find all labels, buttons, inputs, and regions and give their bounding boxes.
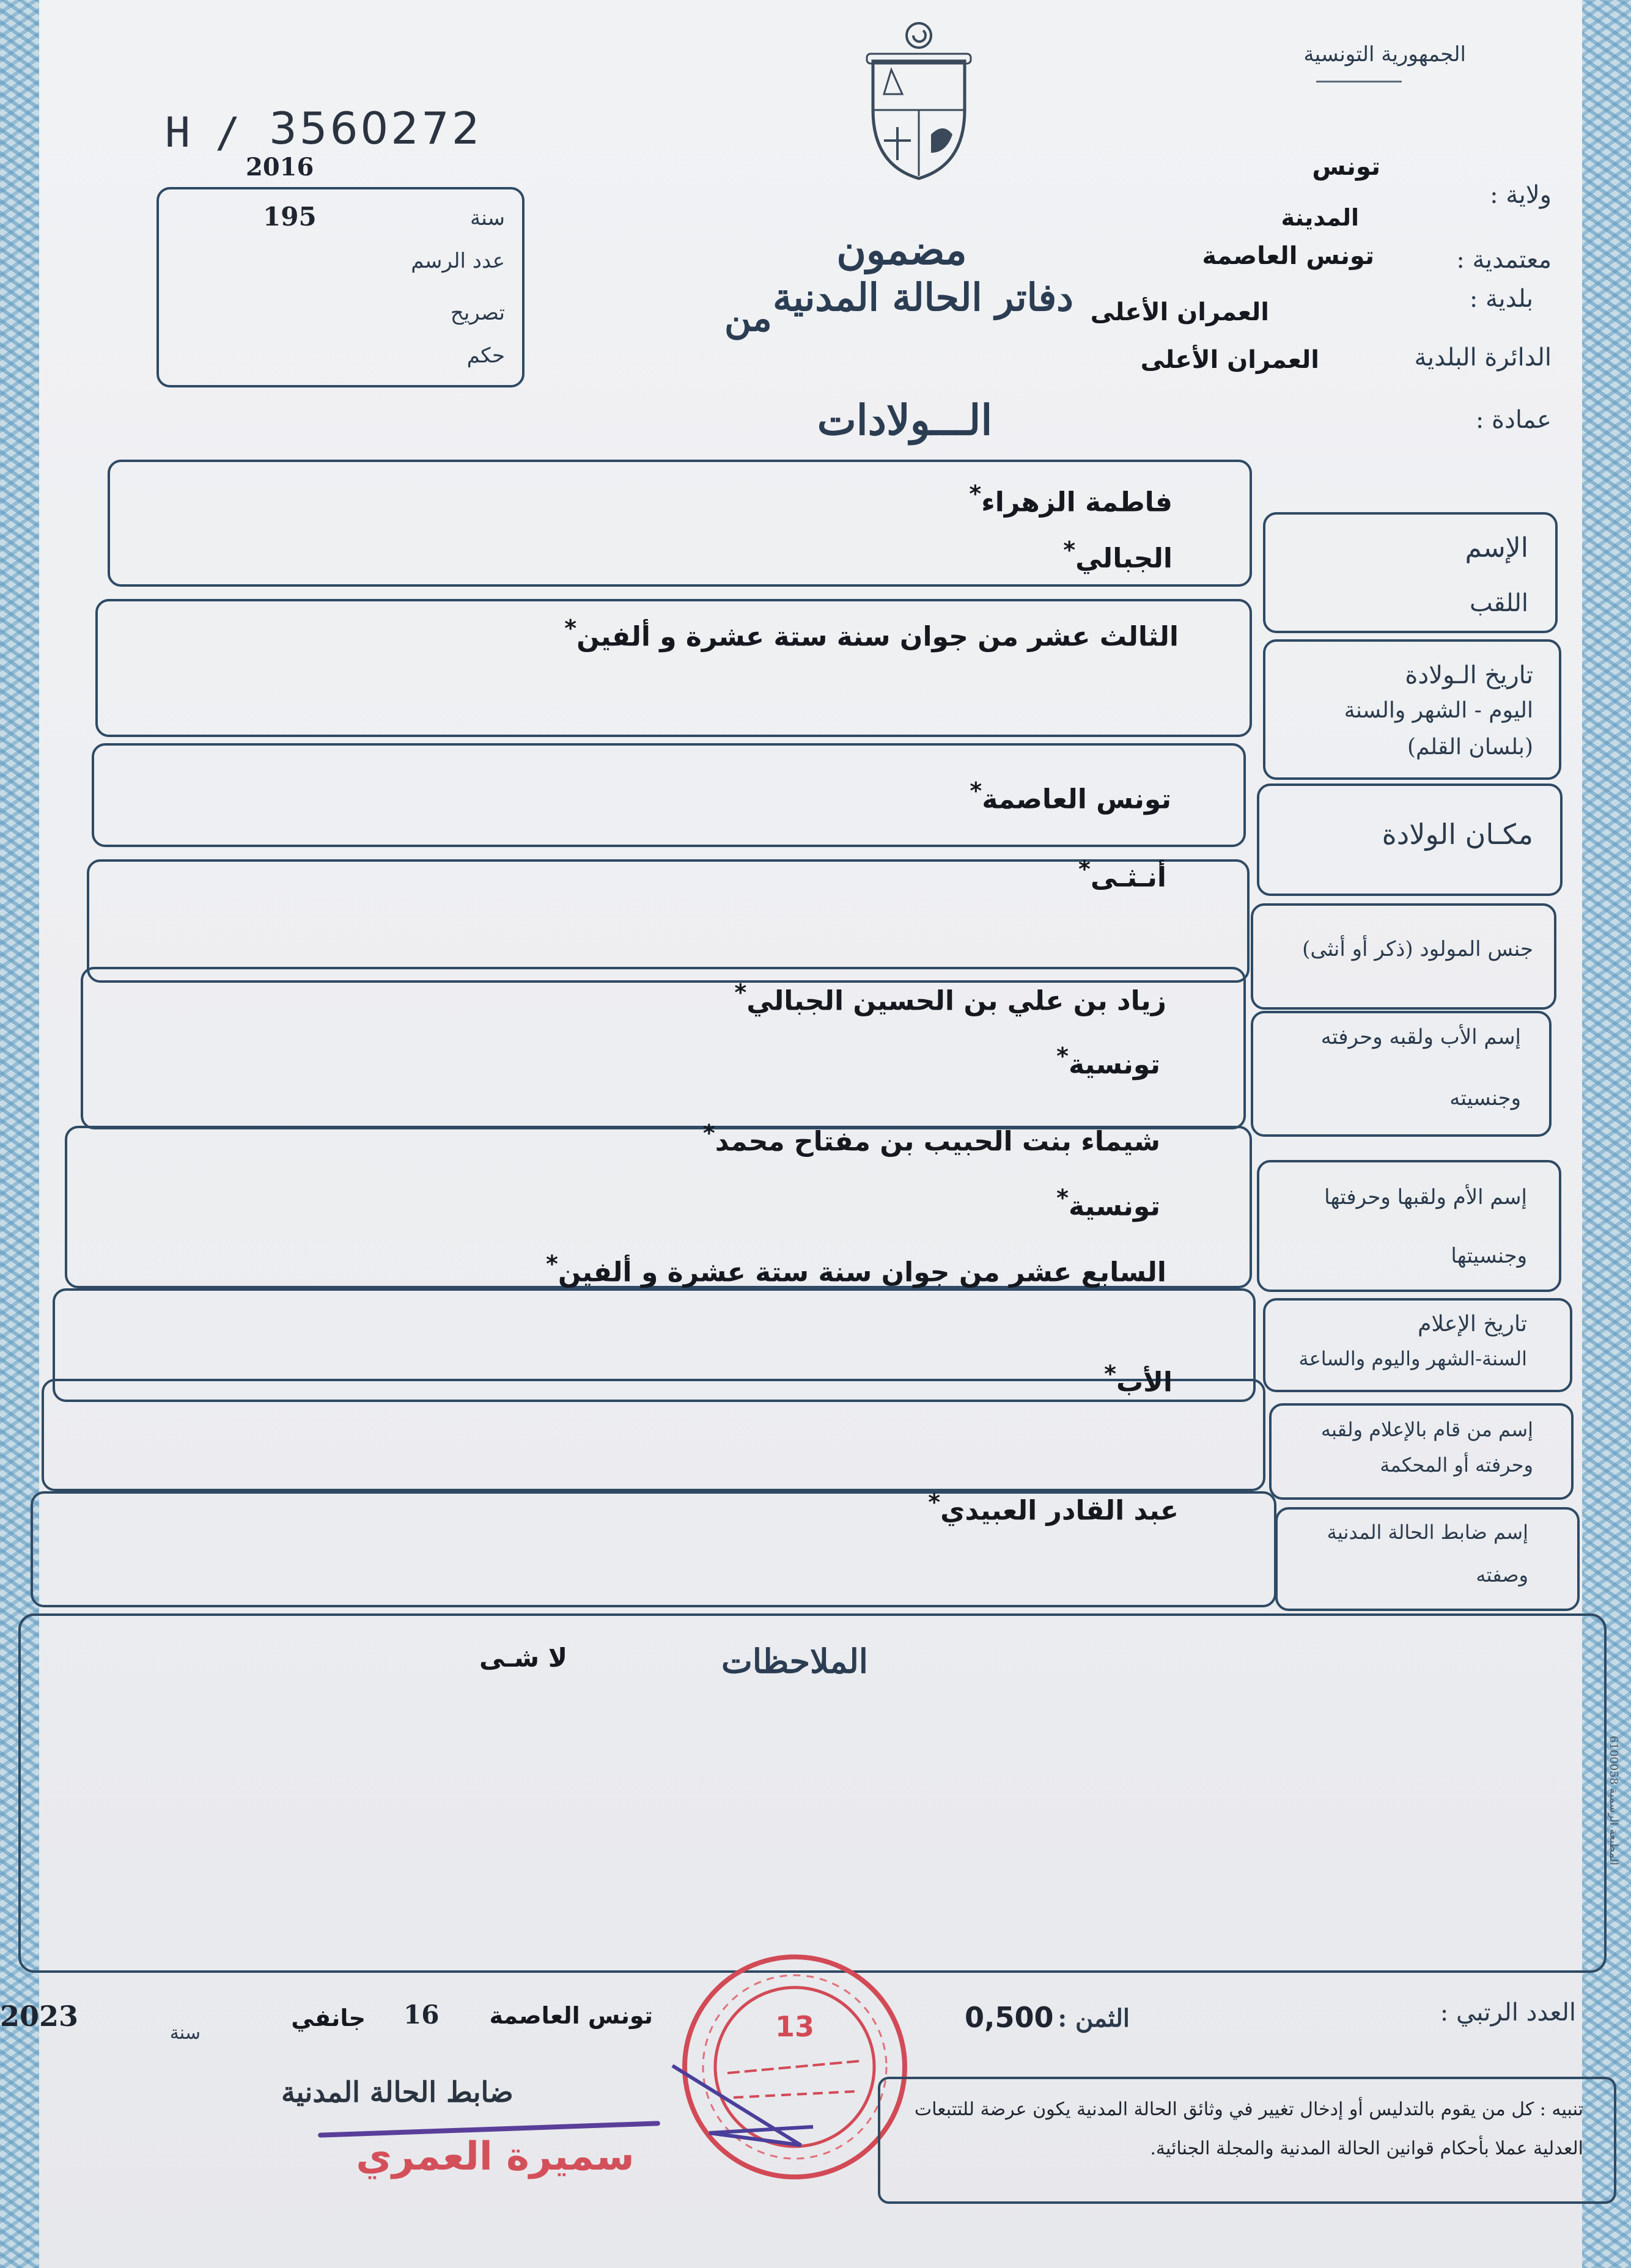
issue-month: جانفي	[291, 2005, 366, 2031]
signature-mark	[666, 2060, 825, 2170]
label-father-nationality: وجنسيته	[1449, 1086, 1521, 1110]
value-father-name: زياد بن علي بن الحسين الجبالي*	[734, 979, 1166, 1017]
wilaya-value: تونس	[1312, 153, 1380, 181]
republic-title: الجمهورية التونسية	[1303, 42, 1466, 67]
value-first-name: فاطمة الزهراء*	[969, 480, 1173, 518]
title-contents: مضمون	[836, 226, 967, 274]
value-officer: عبد القادر العبيدي*	[928, 1489, 1179, 1527]
value-declarant: الأب*	[1104, 1360, 1173, 1398]
label-declarant-detail: وحرفته أو المحكمة	[1380, 1453, 1533, 1477]
officer-title: ضابط الحالة المدنية	[281, 2075, 514, 2108]
header-divider	[1316, 81, 1402, 83]
omada-label: عمادة :	[1475, 406, 1552, 434]
value-birthplace: تونس العاصمة*	[970, 777, 1171, 815]
price-label: الثمن :	[1058, 2004, 1130, 2033]
fee-year-label: سنة	[470, 206, 505, 230]
fee-judgment-label: حكم	[466, 343, 505, 368]
value-last-name: الجبالي*	[1063, 537, 1173, 574]
value-box-declarant	[42, 1379, 1265, 1491]
label-birthdate-note: (بلسان القلم)	[1407, 735, 1533, 760]
serial-label: العدد الرتبي :	[1440, 1998, 1576, 2027]
value-declaration-date: السابع عشر من جوان سنة ستة عشرة و ألفين*	[545, 1250, 1166, 1288]
label-declaration-date-detail: السنة-الشهر واليوم والساعة	[1298, 1347, 1527, 1370]
warning-text: تنبيه : كل من يقوم بالتدليس أو إدخال تغيير في وثائق الحالة المدنية يكون عرضة للتتبعات العدلية عملا بأحكام قوانين الحالة المدنية والمجلة الجنائية.	[914, 2099, 1583, 2159]
baladiya-value: العمران الأعلى	[1090, 298, 1269, 326]
fee-number-label: عدد الرسم	[411, 249, 505, 273]
issue-year-label: سنة	[169, 2022, 201, 2044]
issue-day: 16	[403, 2000, 440, 2030]
remarks-value: لا شـى	[479, 1643, 567, 1673]
value-mother-nationality: تونسية*	[1056, 1184, 1160, 1222]
title-prefix: من	[724, 297, 772, 340]
value-birthdate: الثالث عشر من جوان سنة ستة عشرة و ألفين*	[564, 615, 1179, 653]
coat-of-arms-icon	[855, 18, 983, 183]
mootamadiya-value-1: المدينة	[1281, 204, 1359, 231]
label-officer: إسم ضابط الحالة المدنية	[1327, 1521, 1528, 1544]
label-mother: إسم الأم ولقبها وحرفتها	[1324, 1185, 1527, 1209]
label-officer-title: وصفته	[1476, 1563, 1528, 1587]
label-birthplace: مكـان الولادة	[1382, 818, 1533, 851]
label-last-name: اللقب	[1469, 589, 1528, 617]
baladiya-label: بلدية :	[1469, 285, 1533, 313]
label-declarant: إسم من قام بالإعلام ولقبه	[1320, 1418, 1533, 1441]
remarks-label: الملاحظات	[721, 1642, 868, 1681]
value-sex: أنـثـى*	[1078, 856, 1166, 894]
value-mother-name: شيماء بنت الحبيب بن مفتاح محمد*	[702, 1120, 1160, 1158]
section-births: الـــولادات	[817, 396, 993, 445]
daira-value: العمران الأعلى	[1140, 346, 1319, 374]
mootamadiya-value-2: تونس العاصمة	[1202, 242, 1374, 270]
side-print: المطبعة الرسمية 6100058	[1607, 1736, 1620, 1866]
label-birthdate: تاريخ الـولادة	[1405, 661, 1533, 689]
label-first-name: الإسم	[1465, 532, 1528, 563]
label-sex: جنس المولود (ذكر أو أنثى)	[1302, 937, 1533, 961]
label-mother-nationality: وجنسيتها	[1451, 1244, 1527, 1268]
wilaya-label: ولاية :	[1490, 181, 1552, 209]
officer-name-stamp: سميرة العمري	[356, 2134, 635, 2179]
label-declaration-date: تاريخ الإعلام	[1418, 1312, 1527, 1337]
label-father: إسم الأب ولقبه وحرفته	[1320, 1025, 1521, 1049]
mootamadiya-label: معتمدية :	[1456, 246, 1552, 274]
seal-number: 13	[775, 2010, 815, 2043]
registration-year: 2016	[246, 153, 314, 182]
title-registers: دفاتر الحالة المدنية	[773, 275, 1073, 320]
issue-place: تونس العاصمة	[489, 2002, 653, 2029]
serial-number: 3560272	[269, 103, 482, 154]
price-value: 0,500	[965, 2001, 1054, 2034]
issue-year: 2023	[0, 2000, 79, 2033]
value-box-sex	[87, 859, 1250, 983]
label-birthdate-detail: اليوم - الشهر والسنة	[1344, 698, 1533, 723]
registration-number: 195	[263, 202, 317, 232]
fee-declaration-label: تصريح	[450, 301, 505, 325]
value-father-nationality: تونسية*	[1056, 1043, 1160, 1081]
daira-label: الدائرة البلدية	[1414, 343, 1552, 372]
serial-prefix: H /	[165, 109, 240, 157]
